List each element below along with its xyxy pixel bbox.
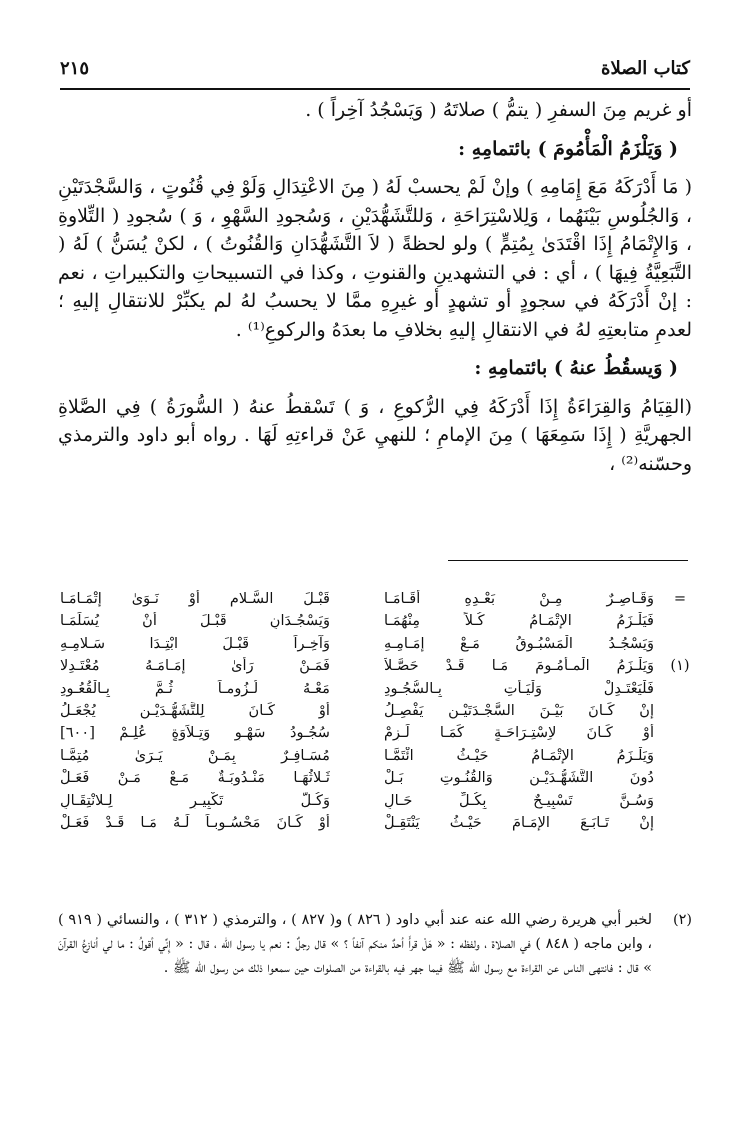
verse-first-hemistich: إِنْ كَـانَ بَيْـنَ السَّجْـدَتَيْـنِ يَفْصِـلُ bbox=[384, 701, 654, 719]
verse-first-hemistich: فَلْيَعْتَـدِلْ وَلْيَـأْتِ بِـالسُّجُـودِ bbox=[384, 679, 654, 697]
main-text bbox=[58, 96, 692, 478]
verse-second-hemistich: وَكُـلُّ تَكْبِيـرٍ لِـلانْتِقَـالِ bbox=[60, 791, 330, 809]
poem-verse bbox=[56, 702, 692, 724]
verse-second-hemistich: مَعْـهُ لُـزُومـاً ثُـمَّ بِـالْقُعُـودِ bbox=[60, 679, 330, 697]
footnote-text: لخبر أبي هريرة رضي الله عنه عند أبي داود ( ٨٢٦ ) و( ٨٢٧ ) ، والترمذي ( ٣١٢ ) ، والنسائي ( ٩١٩ ) ، وابن ماجه ( ٨٤٨ ) في الصلاة ، ولفظه : « هَلْ قرأَ أحدٌ منكم آنفاً ؟ » قال رجلٌ : نعم يا رسول الله ، قال : « إِنِّي أقولُ : ما لي أنازعُ القرآنَ » قال : فانتهى الناس عن القراءة مع رسول الله ﷺ فيما جهر فيه بالقراءة من الصلوات حين سمعوا ذلك من رسول الله ﷺ . bbox=[58, 912, 653, 976]
verse-second-hemistich: أَوْ كَـانَ لِلتَّشَهُّـدَيْـنِ يُجْعَـلُ bbox=[60, 701, 330, 719]
poem-verse bbox=[56, 635, 692, 657]
page-number: ٢١٥ bbox=[60, 58, 90, 79]
verse-note-marker: = bbox=[673, 590, 687, 607]
verse-second-hemistich: سُجُـودُ سَهْـوٍ وَتِـلاَوَةٍ عُلِـمْ [٦٠٠] bbox=[60, 724, 330, 742]
paragraph-2: ( مَا أَدْرَكَهُ مَعَ إِمَامِهِ ) وإنْ لَمْ يحسبْ لَهُ ( مِنَ الاعْتِدَالِ وَلَوْ فِي قُنُوتٍ ، وَالسَّجْدَتَيْنِ ، وَالجُلُوسِ بَيْنَهُما ، وَلِلاسْتِرَاحَةِ ، وَللتَّشَهُّدَيْنِ ، وَسُجودِ السَّهْوِ ، وَ ) سُجودِ ( التِّلاوةِ ، وَالإِتْمَامُ إِذَا اقْتَدَىٰ بِمُتِمٍّ ) ولو لحظةً ( لاَ التَّشَهُّدَانِ وَالقُنُوتُ ) ، لكنْ يُسَنُّ ) لَهُ ( التَّبَعِيَّةُ فِيهَا ) ، أي : في التشهدينِ والقنوتِ ، وكذا في التسبيحاتِ والتكبيراتِ ، نعم : إنْ أَدْرَكَهُ في سجودٍ أو تشهدٍ أو غيرِهِ ممَّا لا يحسبُ لهُ لم يكبِّرْ للانتقالِ إليهِ ؛ لعدمِ متابعتِهِ لهُ في الانتقالِ إليهِ بخلافِ ما بعدَهُ والركوعِ⁽¹⁾ . bbox=[58, 176, 692, 341]
verse-second-hemistich: مُسَـافِـرٌ بِمَـنْ يَـرَىٰ مُتِمَّـا bbox=[60, 746, 330, 764]
verse-first-hemistich: فَيَلْـزَمُ الإِتْمَـامُ كُـلاً مِنْهُمَـا bbox=[384, 612, 654, 630]
footnote-number: (٢) bbox=[673, 912, 692, 928]
poem-verse bbox=[56, 657, 692, 679]
poem-verse bbox=[56, 590, 692, 612]
verse-first-hemistich: وَسُـنَّ تَسْبِيـحٌ بِكُـلِّ حَـالِ bbox=[384, 791, 654, 809]
verse-second-hemistich: ثَـلاثُهَـا مَنْـدُوبَـةٌ مَـعْ مَـنْ فَعَـلْ bbox=[60, 769, 330, 787]
poem-verse bbox=[56, 769, 692, 791]
footnote bbox=[58, 908, 692, 980]
verse-second-hemistich: أَوْ كَـانَ مَحْسُـوبـاً لَـهُ مَـا قَـدْ فَعَـلْ bbox=[60, 813, 330, 831]
page-header bbox=[60, 58, 690, 84]
verse-first-hemistich: إِنْ تَـابَـعَ الإِمَـامَ حَيْـثُ يَنْتَقِـلْ bbox=[384, 813, 654, 831]
poem-verse bbox=[56, 792, 692, 814]
verse-first-hemistich: أَوْ كَـانَ لاِسْتِـرَاحَـةٍ كَمَـا لَـزِمْ bbox=[384, 724, 654, 742]
verse-first-hemistich: دُونَ التَّشَهُّـدَيْـنِ وَالقُنُـوتِ بَـلْ bbox=[384, 769, 654, 787]
verse-second-hemistich: وَيَسْجُـدَانِ قَبْـلَ أَنْ يُسَلِّمَـا bbox=[60, 612, 330, 630]
poem-verse bbox=[56, 680, 692, 702]
verse-second-hemistich: وَآخِـراً قَبْـلَ ابْتِـدَا سَـلامِـهِ bbox=[60, 634, 330, 652]
book-title: كتاب الصلاة bbox=[601, 58, 690, 79]
heading-imam-obligations: ( وَيَلْزَمُ الْمَأْمُومَ ) بائتمامِهِ : bbox=[458, 137, 678, 160]
verse-second-hemistich: قَبْـلَ السَّـلامِ أَوْ نَـوَىٰ إِتْمَـامَـا bbox=[60, 590, 330, 607]
verse-first-hemistich: وَيَلْـزَمُ الإِتْمَـامُ حَيْـثُ ائْتَمَّـا bbox=[384, 746, 654, 764]
verse-note-marker: (١) bbox=[670, 657, 690, 675]
paragraph-3: (القِيَامُ وَالقِرَاءَةُ إِذَا أَدْرَكَهُ فِي الرُّكوعِ ، وَ ) تَسْقطُ عنهُ ( السُّورَةُ ) فِي الصَّلاةِ الجهريَّةِ ( إِذَا سَمِعَهَا ) مِنَ الإمامِ ؛ للنهيِ عَنْ قراءتِهِ لَهَا . رواه أبو داود والترمذي وحسّنه⁽²⁾ ، bbox=[58, 395, 692, 475]
header-rule bbox=[60, 88, 690, 90]
poem-verse bbox=[56, 814, 692, 836]
poem-footnote bbox=[56, 590, 692, 836]
paragraph-1: أو غريم مِنَ السفرِ ( يتمُّ ) صلاتَهُ ( وَيَسْجُدُ آخِراً ) . bbox=[305, 99, 692, 121]
footnote-divider bbox=[448, 560, 688, 561]
verse-second-hemistich: فَمَـنْ رَأَىٰ إِمَـامَـهُ مُعْتَـدِلا bbox=[60, 657, 330, 675]
verse-first-hemistich: وَقَـاصِـرٌ مِـنْ بَعْـدِهِ أَقَـامَـا bbox=[384, 590, 654, 607]
poem-verse bbox=[56, 612, 692, 634]
poem-verse bbox=[56, 747, 692, 769]
poem-verse bbox=[56, 724, 692, 746]
heading-dropped-obligations: ( وَيسقُطُ عنهُ ) بائتمامِهِ : bbox=[474, 357, 678, 379]
verse-first-hemistich: وَيَلْـزَمُ الْمـأْمُـومَ مَـا قَـدْ حَصَّـلاَ bbox=[384, 657, 654, 675]
verse-first-hemistich: وَيَسْجُـدُ الْمَسْبُـوقُ مَـعْ إِمَـامِـهِ bbox=[384, 634, 654, 652]
